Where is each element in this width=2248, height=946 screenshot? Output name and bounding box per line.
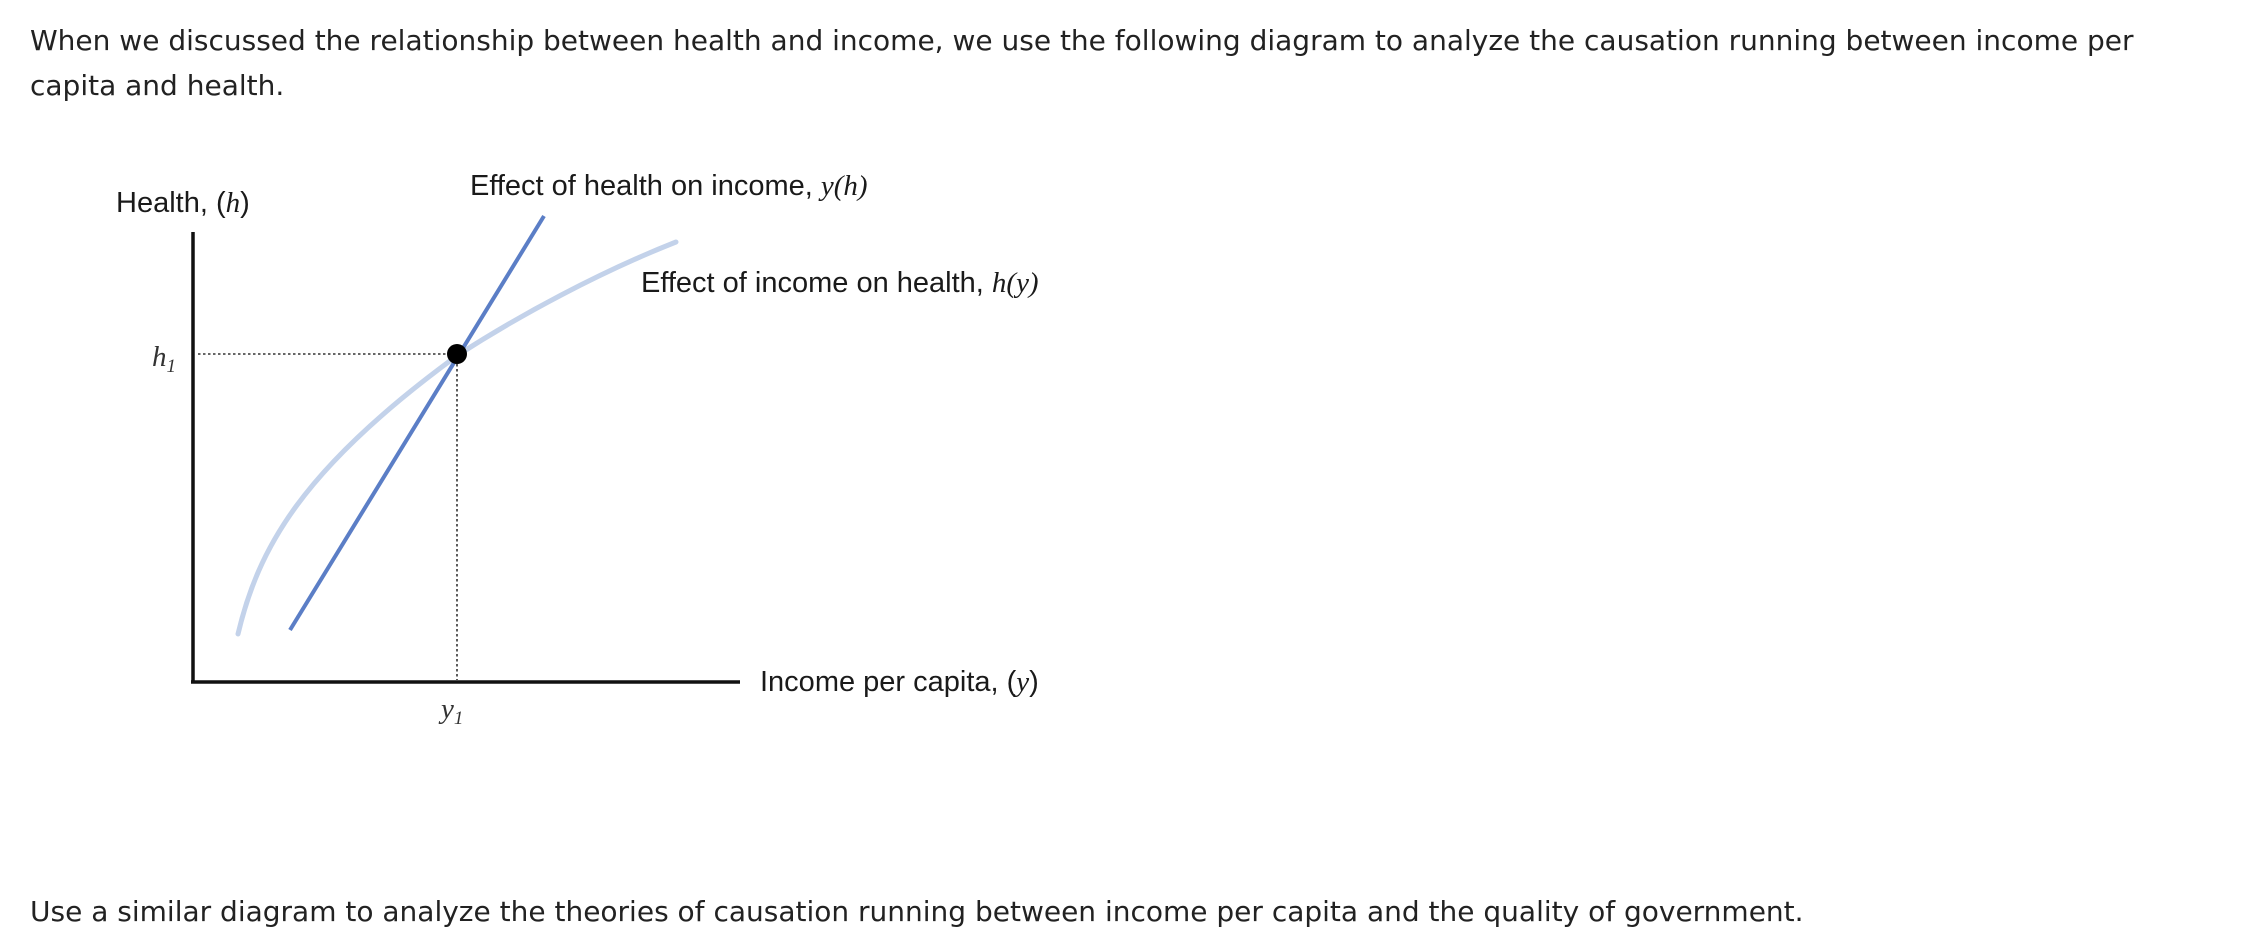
question-paragraph: Use a similar diagram to analyze the theories of causation running between income per capita and the quality of government. — [30, 895, 1804, 928]
income-on-health-label: Effect of income on health, h(y) — [641, 267, 1039, 299]
equilibrium-point — [447, 344, 467, 364]
health-on-income-label: Effect of health on income, y(h) — [470, 170, 868, 202]
x-axis-label: Income per capita, (y) — [760, 666, 1039, 698]
y-axis-label: Health, (h) — [116, 187, 250, 219]
h1-label: $h_1$ — [152, 341, 176, 377]
health-income-diagram — [0, 150, 1100, 750]
health-on-income-line — [290, 216, 544, 630]
intro-paragraph: When we discussed the relationship between health and income, we use the following diagram to analyze the causation running between income per capita and health. — [30, 24, 2134, 102]
y1-label: $y_1$ — [441, 693, 464, 729]
